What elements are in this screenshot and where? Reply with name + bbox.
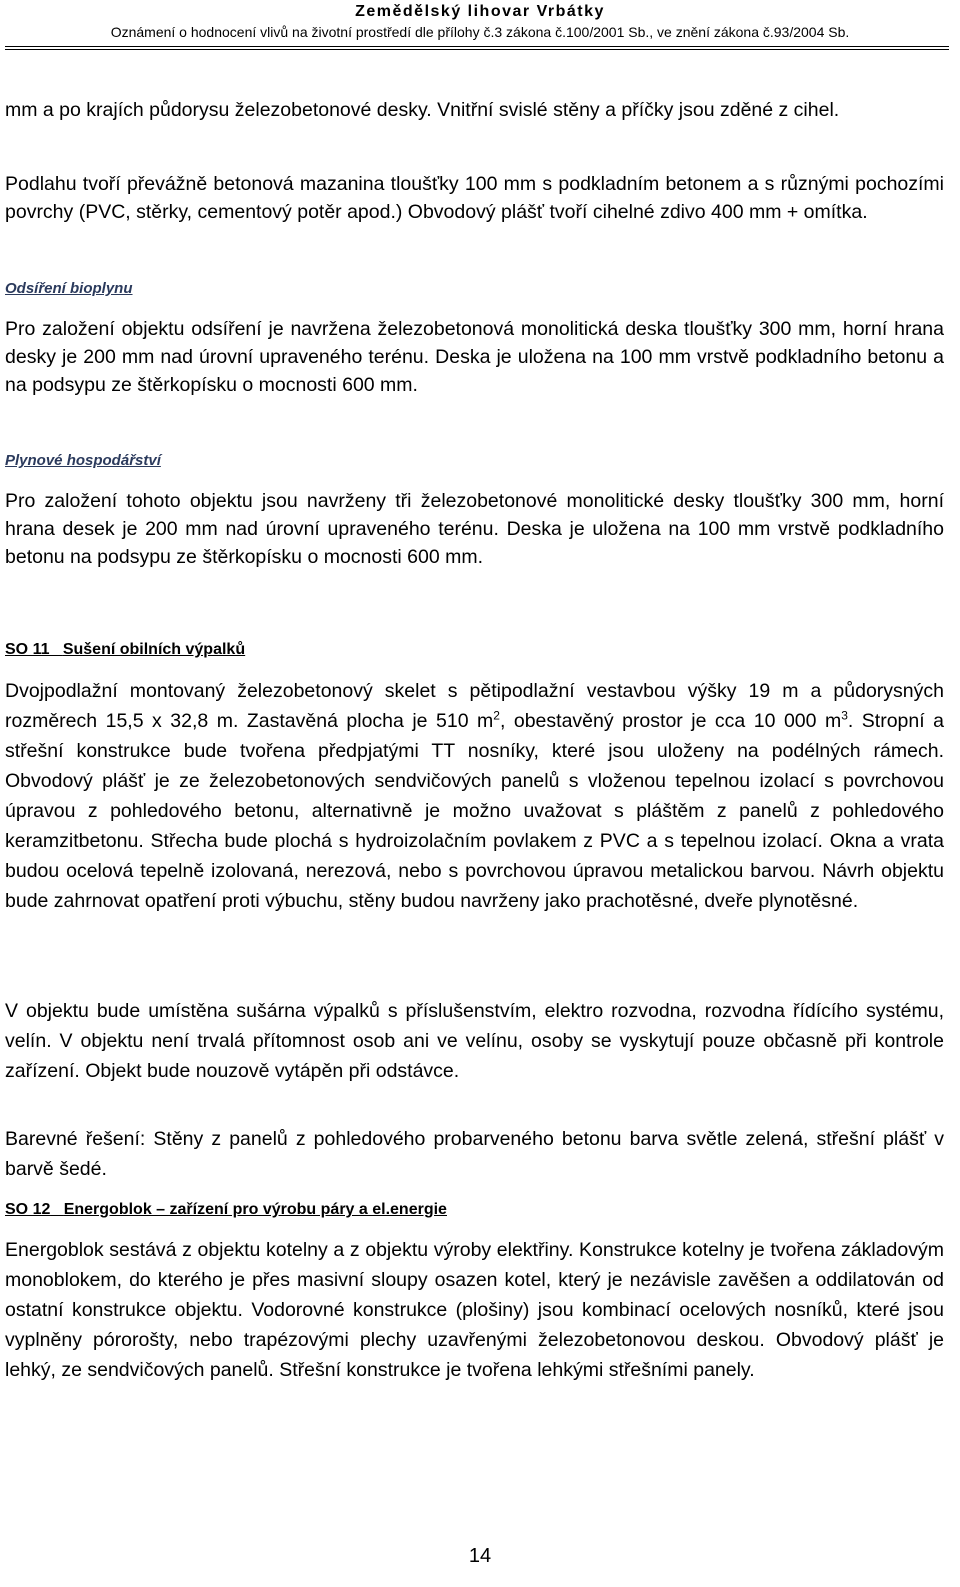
so11-paragraph-1 <box>5 676 944 916</box>
so12-heading <box>5 1200 447 1220</box>
so11-p1-part-c: . Stropní a střešní konstrukce bude tvořena předpjatými TT nosníky, které jsou uloženy na podélných rámech. Obvodový plášť je ze železobetonových sendvičových panelů s vloženou tepelnou izolací s povrchovou úpravou z pohledového betonu, alternativně je možno uvažovat s pláštěm z panelů z pohledového keramzitbetonu. Střecha bude plochá s hydroizolačním povlakem z PVC a s tepelnou izolací. Okna a vrata budou ocelová tepelně izolovaná, nerezová, nebo s povrchovou úpravou metalickou barvou. Návrh objektu bude zahrnovat opatření proti výbuchu, stěny budou navrženy jako prachotěsné, dveře plynotěsné. <box>5 710 944 912</box>
page-number: 14 <box>468 1545 492 1567</box>
so11-heading <box>5 640 245 660</box>
header-rule <box>5 46 949 47</box>
so12-paragraph-1: Energoblok sestává z objektu kotelny a z objektu výroby elektřiny. Konstrukce kotelny je tvořena základovým monoblokem, do kterého je přes masivní sloupy osazen kotel, který je nezávisle zavěšen a oddilatován od ostatní konstrukce objektu. Vodorovné konstrukce (plošiny) jsou kombinací ocelových nosníků, které jsou vyplněny pórorošty, nebo trapézovými plechy uzavřenými železobetonovou deskou. Obvodový plášť je lehký, ze sendvičových panelů. Střešní konstrukce je tvořena lehkými střešními panely. <box>5 1239 944 1381</box>
so11-sup-volume: 3 <box>841 708 848 723</box>
so11-p1-part-b: , obestavěný prostor je cca 10 000 m <box>499 710 842 732</box>
so11-title: Sušení obilních výpalků <box>62 641 246 658</box>
plynove-paragraph: Pro založení tohoto objektu jsou navrženy tři železobetonové monolitické desky tloušťky 300 mm, horní hrana desek je 200 mm nad úrovní upraveného terénu. Deska je uložena na 100 mm vrstvě podkladního betonu na podsypu ze štěrkopísku o mocnosti 600 mm. <box>5 490 944 568</box>
header-subtitle: Oznámení o hodnocení vlivů na životní prostředí dle přílohy č.3 zákona č.100/2001 Sb., ve znění zákona č.93/2004 Sb. <box>110 24 850 40</box>
page-header <box>0 0 960 42</box>
so11-paragraph-2: V objektu bude umístěna sušárna výpalků s příslušenstvím, elektro rozvodna, rozvodna řídícího systému, velín. V objektu není trvalá přítomnost osob ani ve velínu, osoby se vyskytují pouze občasně při kontrole zařízení. Objekt bude nouzově vytápěn při odstávce. <box>5 1000 944 1082</box>
odsireni-heading: Odsíření bioplynu <box>5 280 133 297</box>
so11-paragraph-3: Barevné řešení: Stěny z panelů z pohledového probarveného betonu barva světle zelená, střešní plášť v barvě šedé. <box>5 1128 944 1180</box>
header-rule-second <box>5 49 949 50</box>
so12-title: Energoblok – zařízení pro výrobu páry a el.energie <box>63 1201 447 1218</box>
plynove-heading: Plynové hospodářství <box>5 452 161 469</box>
so11-code: SO 11 <box>5 641 50 658</box>
company-name: Zemědělský lihovar Vrbátky <box>355 3 605 20</box>
so12-code: SO 12 <box>5 1201 51 1218</box>
intro-paragraph-1: mm a po krajích půdorysu železobetonové desky. Vnitřní svislé stěny a příčky jsou zděné z cihel. <box>5 99 840 121</box>
so11-p1-part-a: Dvojpodlažní montovaný železobetonový skelet s pětipodlažní vestavbou výšky 19 m a půdorysných rozměrech 15,5 x 32,8 m. Zastavěná plocha je 510 m <box>5 680 944 732</box>
odsireni-paragraph: Pro založení objektu odsíření je navržena železobetonová monolitická deska tloušťky 300 mm, horní hrana desky je 200 mm nad úrovní upraveného terénu. Deska je uložena na 100 mm vrstvě podkladního betonu a na podsypu ze štěrkopísku o mocnosti 600 mm. <box>5 318 944 396</box>
intro-paragraph-2: Podlahu tvoří převážně betonová mazanina tloušťky 100 mm s podkladním betonem a s různými pochozími povrchy (PVC, stěrky, cementový potěr apod.) Obvodový plášť tvoří cihelné zdivo 400 mm + omítka. <box>5 173 944 223</box>
so11-sup-area: 2 <box>493 708 500 723</box>
